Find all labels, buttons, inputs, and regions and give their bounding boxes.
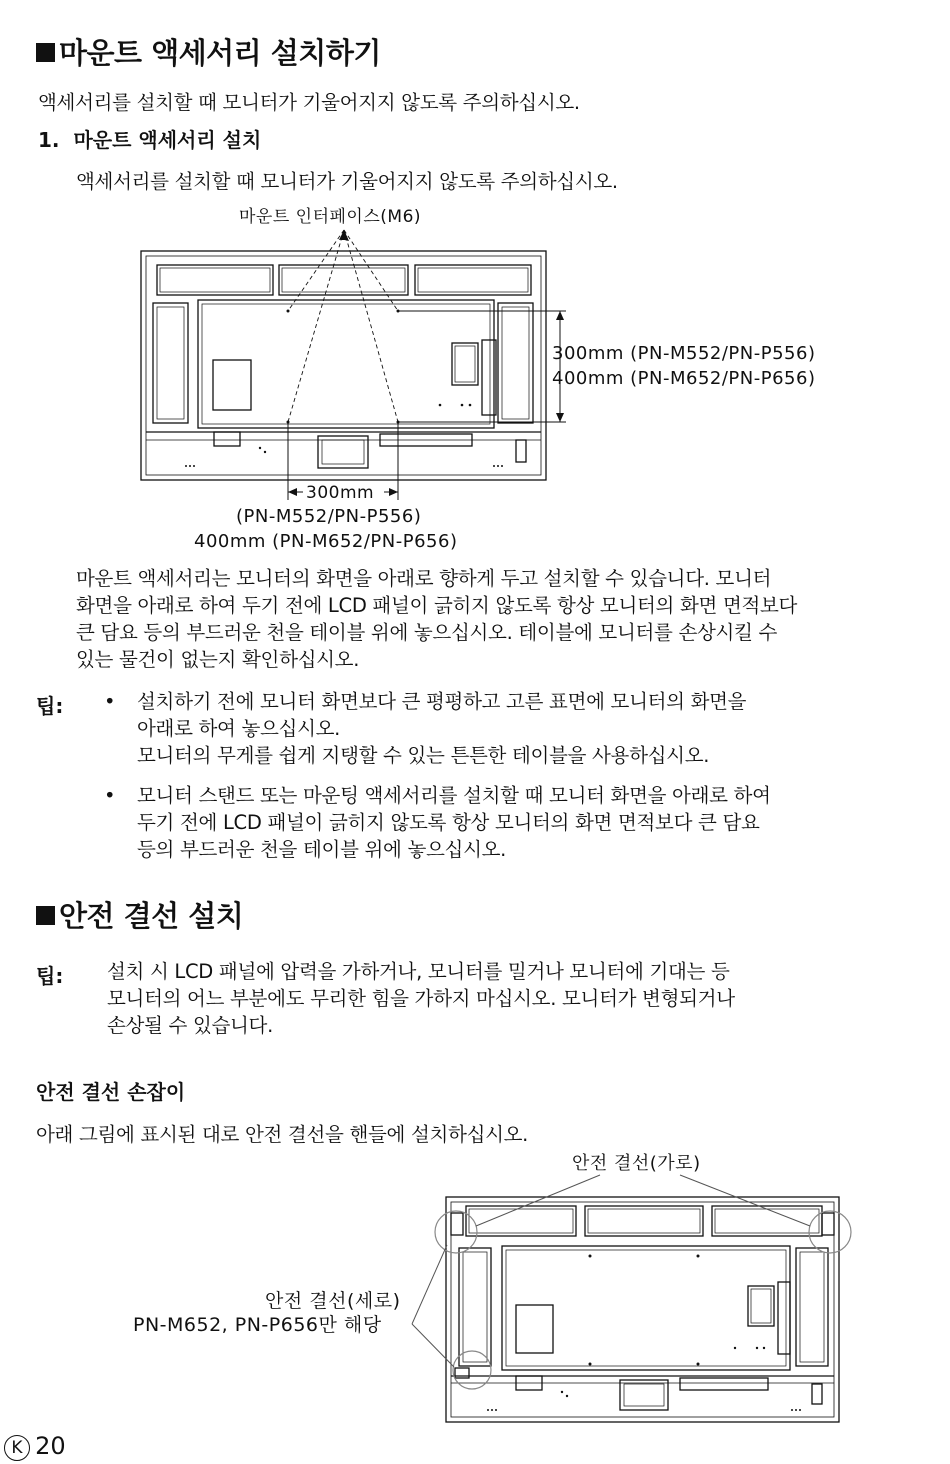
vertical-wire-label: 안전 결선(세로) (265, 1290, 401, 1312)
step-number: 1. (38, 128, 60, 152)
body-line: 큰 담요 등의 부드러운 천을 테이블 위에 놓으십시오. 테이블에 모니터를 손상시킬 수 (76, 621, 778, 644)
vertical-wire-note: PN-M652, PN-P656만 해당 (133, 1314, 382, 1336)
tip-bullet: • (104, 690, 116, 713)
horizontal-dim-label-552: (PN-M552/PN-P556) (236, 506, 422, 527)
vertical-dim-label-652: 400mm (PN-M652/PN-P656) (552, 368, 816, 389)
body-line: 마운트 액세서리는 모니터의 화면을 아래로 향하게 두고 설치할 수 있습니다. 모니터 (76, 567, 772, 590)
section-title-mount: 마운트 액세서리 설치하기 (36, 31, 381, 72)
page-number: 20 (35, 1432, 66, 1460)
safety-sub-text: 아래 그림에 표시된 대로 안전 결선을 핸들에 설치하십시오. (36, 1123, 529, 1146)
tip-bullet: • (104, 784, 116, 807)
language-mark: K (4, 1435, 30, 1461)
tip-line: 아래로 하여 놓으십시오. (137, 717, 341, 740)
tip-line: 등의 부드러운 천을 테이블 위에 놓으십시오. (137, 838, 507, 861)
step-title: 마운트 액세서리 설치 (73, 128, 262, 152)
tip-line: 설치 시 LCD 패널에 압력을 가하거나, 모니터를 밀거나 모니터에 기대는 등 (107, 960, 730, 983)
step-text: 액세서리를 설치할 때 모니터가 기울어지지 않도록 주의하십시오. (76, 170, 618, 193)
tip-label: 팁: (36, 694, 64, 718)
tip-line: 손상될 수 있습니다. (107, 1014, 273, 1037)
tip-line: 모니터 스탠드 또는 마운팅 액세서리를 설치할 때 모니터 화면을 아래로 하여 (137, 784, 771, 807)
tip-label: 팁: (36, 964, 64, 988)
page-footer (4, 1432, 66, 1461)
safety-sub-title: 안전 결선 손잡이 (36, 1080, 186, 1104)
mount-interface-label: 마운트 인터페이스(M6) (239, 207, 422, 227)
tip-line: 설치하기 전에 모니터 화면보다 큰 평평하고 고른 표면에 모니터의 화면을 (137, 690, 747, 713)
vertical-dim-label-552: 300mm (PN-M552/PN-P556) (552, 343, 816, 364)
section-title-safety: 안전 결선 설치 (36, 894, 243, 935)
body-line: 있는 물건이 없는지 확인하십시오. (76, 648, 360, 671)
body-line: 화면을 아래로 하여 두기 전에 LCD 패널이 긁히지 않도록 항상 모니터의 화면 면적보다 (76, 594, 798, 617)
horizontal-dim-value: 300mm (306, 483, 375, 503)
horizontal-wire-label: 안전 결선(가로) (572, 1153, 701, 1174)
horizontal-dim-label-652: 400mm (PN-M652/PN-P656) (194, 531, 458, 552)
tip-line: 두기 전에 LCD 패널이 긁히지 않도록 항상 모니터의 화면 면적보다 큰 담요 (137, 811, 760, 834)
tip-line: 모니터의 어느 부분에도 무리한 힘을 가하지 마십시오. 모니터가 변형되거나 (107, 987, 735, 1010)
mount-intro: 액세서리를 설치할 때 모니터가 기울어지지 않도록 주의하십시오. (38, 91, 580, 114)
tip-line: 모니터의 무게를 쉽게 지탱할 수 있는 튼튼한 테이블을 사용하십시오. (137, 744, 710, 767)
